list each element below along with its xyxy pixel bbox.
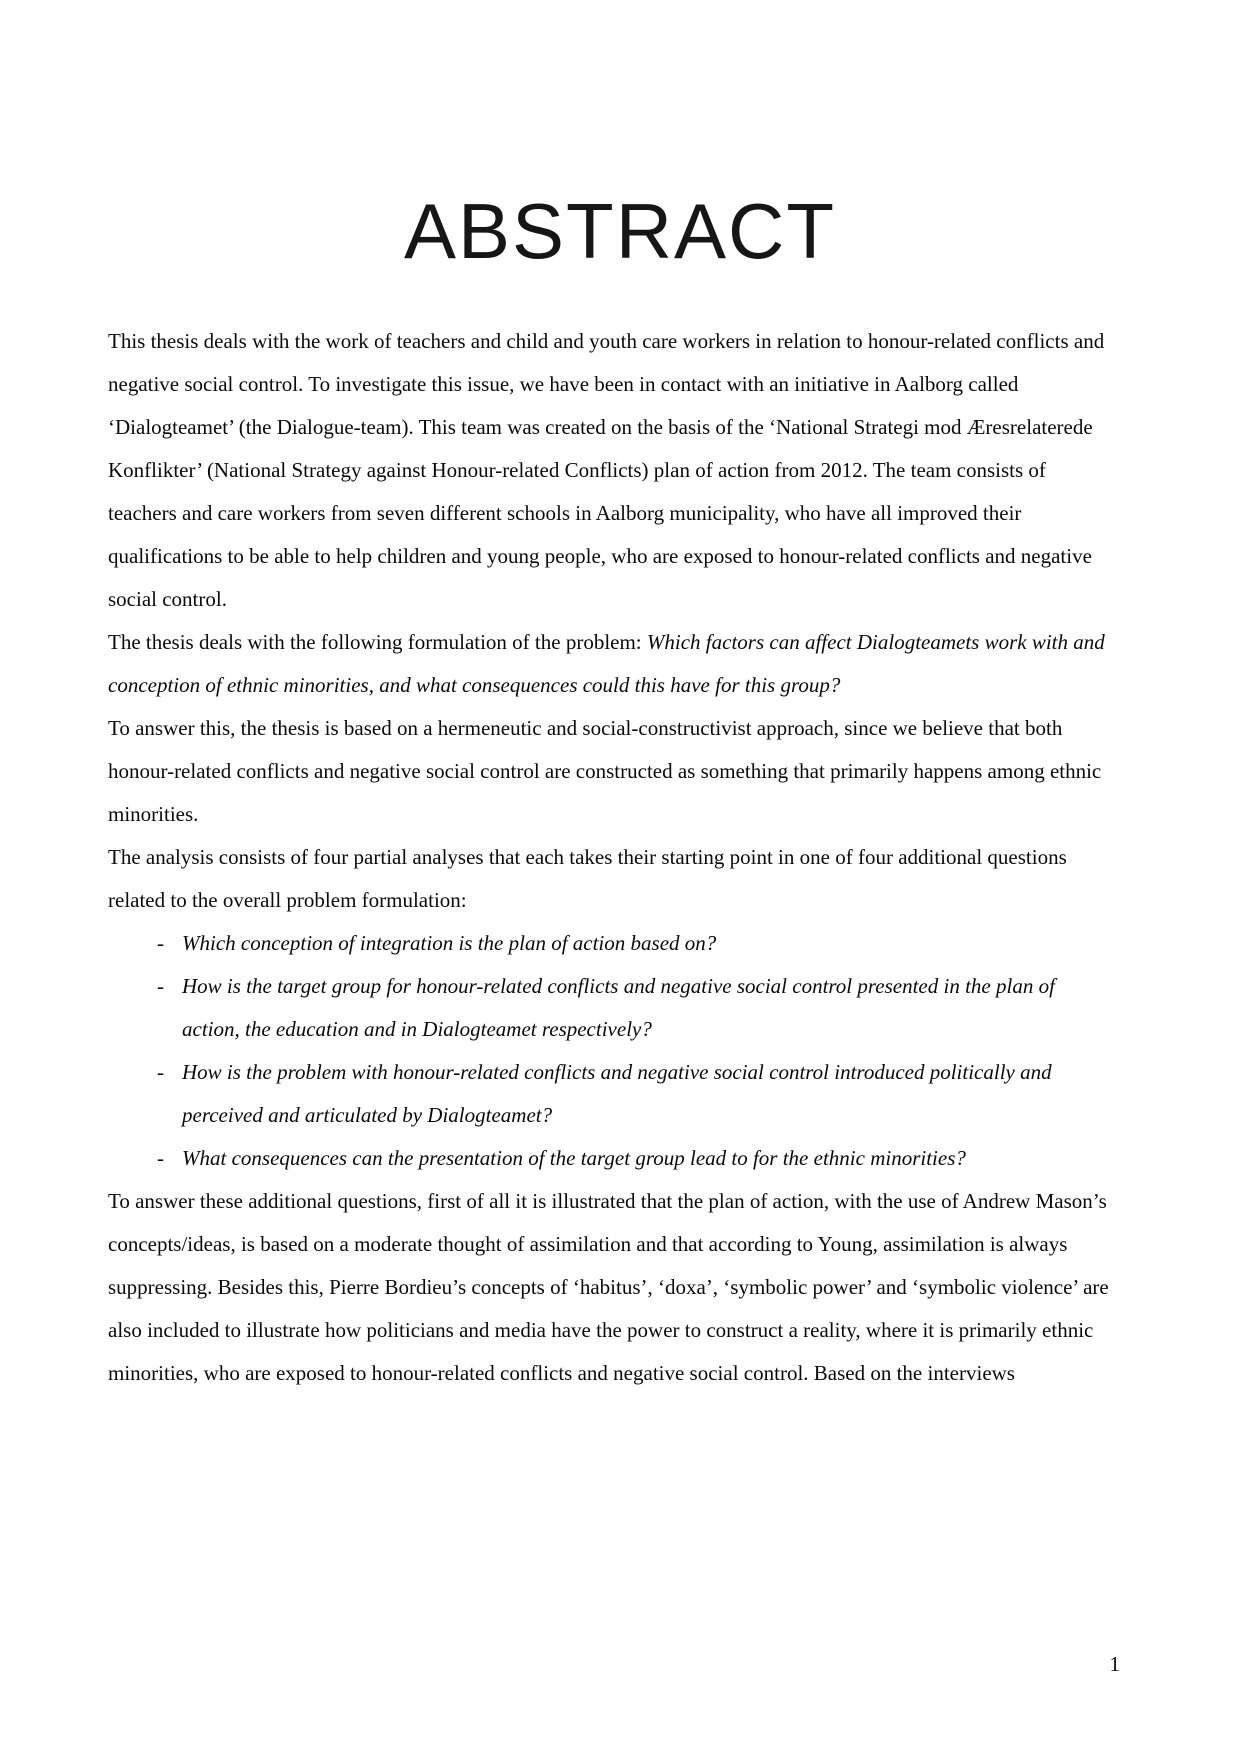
page-title: ABSTRACT <box>403 187 837 275</box>
list-dash-marker: - <box>157 1060 164 1084</box>
abstract-paragraph-4: The analysis consists of four partial analyses that each takes their starting point in one of four additional questions related to the overall problem formulation: <box>108 845 1067 912</box>
list-dash-marker: - <box>157 1146 164 1170</box>
sub-question-item <box>108 1051 1115 1137</box>
problem-formulation-lead: The thesis deals with the following formulation of the problem: <box>108 630 647 654</box>
abstract-body <box>108 320 1115 1395</box>
abstract-paragraph-5: To answer these additional questions, first of all it is illustrated that the plan of action, with the use of Andrew Mason’s concepts/ideas, is based on a moderate thought of assimilation and that according to Young, assimilation is always suppressing. Besides this, Pierre Bordieu’s concepts of ‘habitus’, ‘doxa’, ‘symbolic power’ and ‘symbolic violence’ are also included to illustrate how politicians and media have the power to construct a reality, where it is primarily ethnic minorities, who are exposed to honour-related conflicts and negative social control. Based on the interviews <box>108 1189 1109 1385</box>
sub-question-text: What consequences can the presentation of the target group lead to for the ethnic minorities? <box>182 1146 966 1170</box>
abstract-paragraph-2 <box>108 621 1115 707</box>
sub-question-item <box>108 922 1115 965</box>
abstract-paragraph-1: This thesis deals with the work of teachers and child and youth care workers in relation to honour-related conflicts and negative social control. To investigate this issue, we have been in contact with an initiative in Aalborg called ‘Dialogteamet’ (the Dialogue-team). This team was created on the basis of the ‘National Strategi mod Æresrelaterede Konflikter’ (National Strategy against Honour-related Conflicts) plan of action from 2012. The team consists of teachers and care workers from seven different schools in Aalborg municipality, who have all improved their qualifications to be able to help children and young people, who are exposed to honour-related conflicts and negative social control. <box>108 329 1105 611</box>
sub-question-item <box>108 1137 1115 1180</box>
sub-question-text: Which conception of integration is the plan of action based on? <box>182 931 717 955</box>
sub-question-text: How is the target group for honour-related conflicts and negative social control presented in the plan of action, the education and in Dialogteamet respectively? <box>182 974 1055 1041</box>
sub-question-item <box>108 965 1115 1051</box>
sub-question-list <box>108 922 1115 1180</box>
abstract-paragraph-3: To answer this, the thesis is based on a hermeneutic and social-constructivist approach, since we believe that both honour-related conflicts and negative social control are constructed as something that primarily happens among ethnic minorities. <box>108 716 1102 826</box>
problem-formulation-question: Which factors can affect Dialogteamets work with and conception of ethnic minorities, and what consequences could this have for this group? <box>108 630 1105 697</box>
list-dash-marker: - <box>157 931 164 955</box>
list-dash-marker: - <box>157 974 164 998</box>
sub-question-text: How is the problem with honour-related conflicts and negative social control introduced politically and perceived and articulated by Dialogteamet? <box>182 1060 1052 1127</box>
page-number: 1 <box>1109 1652 1120 1676</box>
